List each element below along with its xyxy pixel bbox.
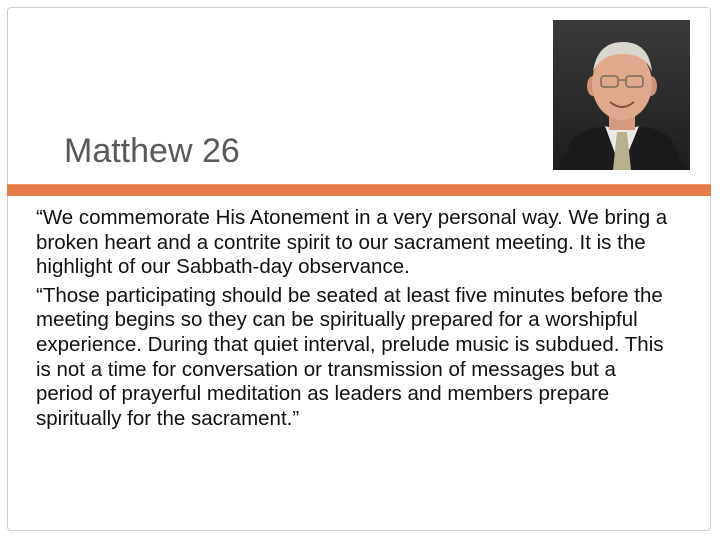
quote-body bbox=[36, 206, 676, 435]
quote-paragraph-2: “Those participating should be seated at least five minutes before the meeting begins so they can be spiritually prepared for a worshipful experience. During that quiet interval, prelude music is subdued. This is not a time for conversation or transmission of messages but a period of prayerful meditation as leaders and members prepare spiritually for the sacrament.” bbox=[36, 283, 664, 430]
portrait-photo bbox=[553, 20, 690, 170]
portrait-image bbox=[553, 20, 690, 170]
quote-paragraph-1: “We commemorate His Atonement in a very personal way. We bring a broken heart and a contrite spirit to our sacrament meeting. It is the highlight of our Sabbath-day observance. bbox=[36, 206, 668, 279]
title-divider bbox=[7, 184, 711, 196]
slide-title: Matthew 26 bbox=[64, 132, 240, 170]
